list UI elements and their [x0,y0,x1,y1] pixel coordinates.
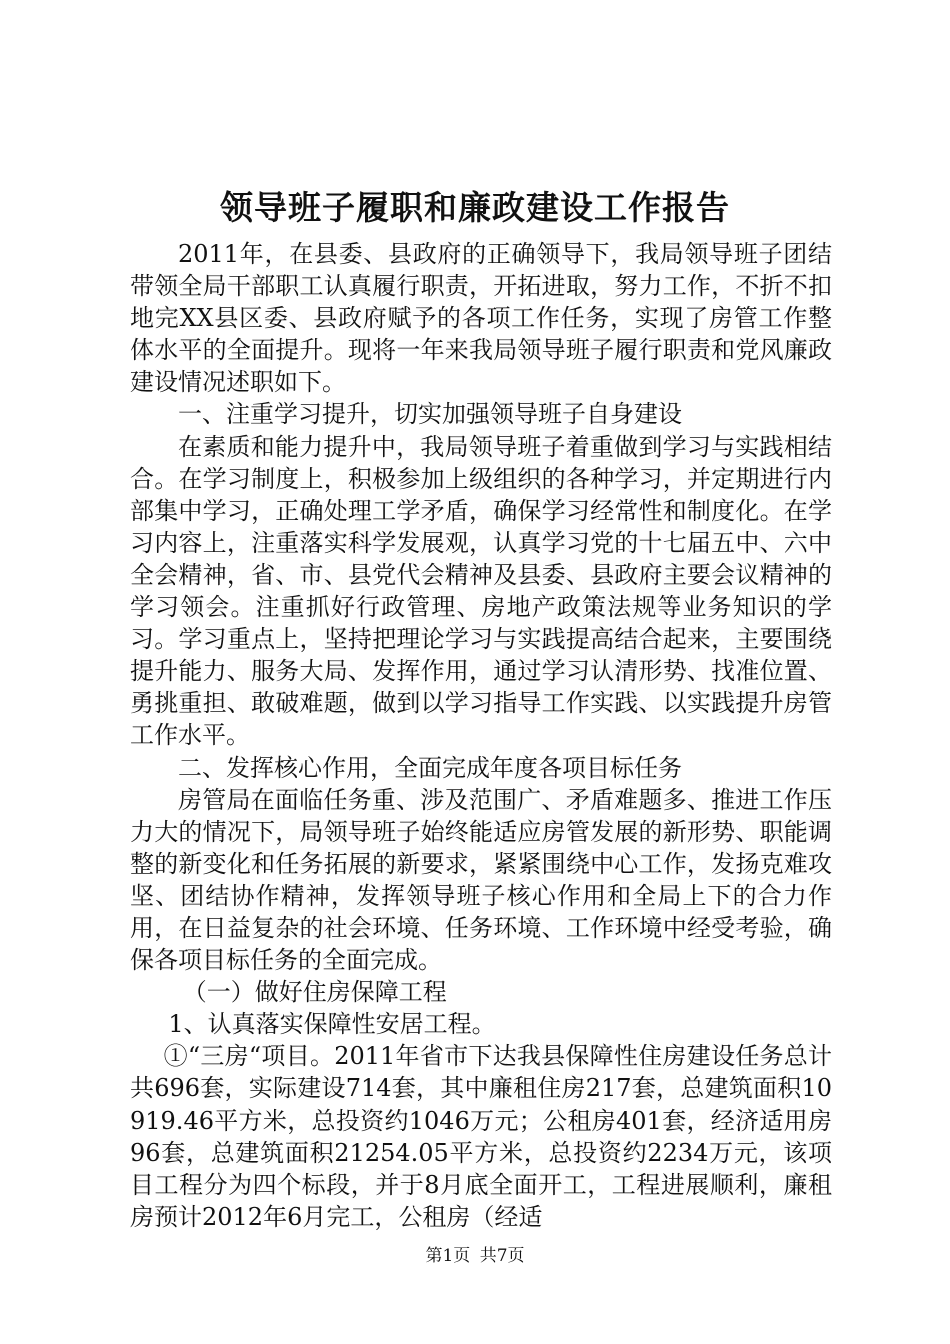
intro-paragraph: 2011年，在县委、县政府的正确领导下，我局领导班子团结带领全局干部职工认真履行职责，开拓进取，努力工作，不折不扣地完XX县区委、县政府赋予的各项工作任务，实现了房管工作整体水平的全面提升。现将一年来我局领导班子履行职责和党风廉政建设情况述职如下。 [130,240,832,397]
section-1-paragraph: 在素质和能力提升中，我局领导班子着重做到学习与实践相结合。在学习制度上，积极参加上级组织的各种学习，并定期进行内部集中学习，正确处理工学矛盾，确保学习经常性和制度化。在学习内容上，注重落实科学发展观，认真学习党的十七届五中、六中全会精神，省、市、县党代会精神及县委、县政府主要会议精神的学习领会。注重抓好行政管理、房地产政策法规等业务知识的学习。学习重点上，坚持把理论学习与实践提高结合起来，主要围绕提升能力、服务大局、发挥作用，通过学习认清形势、找准位置、勇挑重担、敢破难题，做到以学习指导工作实践、以实践提升房管工作水平。 [130,432,832,750]
page-total: 共7页 [479,1246,525,1266]
page-footer [0,1244,950,1268]
subsection-heading-1: （一）做好住房保障工程 [182,978,447,1007]
document-body [130,238,832,1233]
document-title: 领导班子履职和廉政建设工作报告 [220,188,730,227]
list-item-circled-1: ①“三房“项目。2011年省市下达我县保障性住房建设任务总计共696套，实际建设714套，其中廉租住房217套，总建筑面积10919.46平方米，总投资约1046万元；公租房401套，经济适用房96套，总建筑面积21254.05平方米，总投资约2234万元，该项目工程分为四个标段，并于8月底全面开工，工程进展顺利，廉租房预计2012年6月完工，公租房（经适 [130,1042,832,1231]
section-heading-2: 二、发挥核心作用，全面完成年度各项目标任务 [178,753,682,782]
section-2-paragraph: 房管局在面临任务重、涉及范围广、矛盾难题多、推进工作压力大的情况下，局领导班子始终能适应房管发展的新形势、职能调整的新变化和任务拓展的新要求，紧紧围绕中心工作，发扬克难攻坚、团结协作精神，发挥领导班子核心作用和全局上下的合力作用，在日益复杂的社会环境、任务环境、工作环境中经受考验，确保各项目标任务的全面完成。 [130,785,832,975]
list-item-1: 1、认真落实保障性安居工程。 [168,1010,496,1039]
section-heading-1: 一、注重学习提升，切实加强领导班子自身建设 [178,400,682,429]
page-number: 第1页 [425,1246,471,1266]
